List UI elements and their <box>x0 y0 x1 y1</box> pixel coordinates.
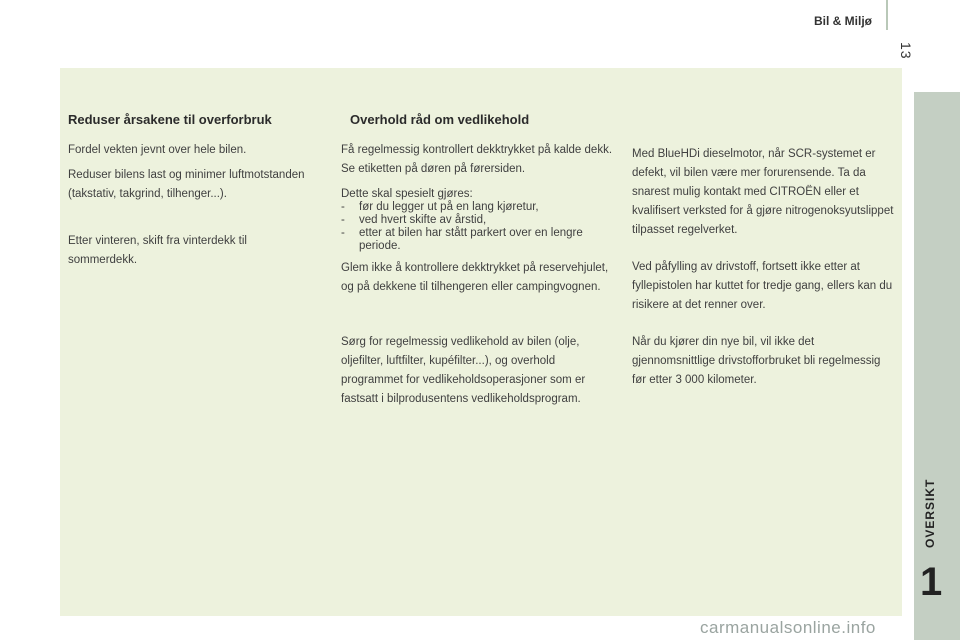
list-item: - etter at bilen har stått parkert over en lengre periode. <box>341 227 615 253</box>
heading-reduce-consumption: Reduser årsakene til overforbruk <box>68 112 272 127</box>
paragraph: Reduser bilens last og minimer luftmotstanden (takstativ, takgrind, tilhenger...). <box>68 169 305 200</box>
paragraph: Ved påfylling av drivstoff, fortsett ikke etter at fyllepistolen har kuttet for tredje gang, ellers kan du risikere at det renner over. <box>632 261 893 311</box>
check-list <box>341 201 615 253</box>
header-divider <box>886 0 888 30</box>
column-diesel-notes <box>632 145 894 396</box>
column-maintenance <box>340 112 615 415</box>
paragraph: Fordel vekten jevnt over hele bilen. <box>68 144 247 156</box>
list-item: - ved hvert skifte av årstid, <box>341 214 615 227</box>
paragraph: Glem ikke å kontrollere dekktrykket på reservehjulet, og på dekkene til tilhengeren eller campingvognen. <box>341 262 609 293</box>
paragraph: Sørg for regelmessig vedlikehold av bilen (olje, oljefilter, luftfilter, kupéfilter...), og overhold programmet for vedlikeholdsoperasjoner som er fastsatt i bilprodusentens vedlikeholdsprogram. <box>341 336 586 405</box>
paragraph: Etter vinteren, skift fra vinterdekk til sommerdekk. <box>68 235 247 266</box>
section-title: Bil & Miljø <box>814 14 872 28</box>
paragraph: Med BlueHDi dieselmotor, når SCR-systemet er defekt, vil bilen være mer forurensende. Ta da snarest mulig kontakt med CITROËN eller et kvalifisert verksted for å gjøre nitrogenoksyutslippet tilpasset regelverket. <box>632 148 894 236</box>
watermark: carmanualsonline.info <box>700 618 876 637</box>
paragraph: Få regelmessig kontrollert dekktrykket på kalde dekk. Se etiketten på døren på førersiden. <box>341 144 613 175</box>
chapter-label: OVERSIKT <box>923 478 937 548</box>
paragraph: Dette skal spesielt gjøres: <box>341 188 473 200</box>
chapter-tab <box>914 92 960 640</box>
chapter-number: 1 <box>920 560 943 604</box>
page-number: 13 <box>898 42 914 60</box>
column-reduce-consumption <box>68 112 318 276</box>
list-item: - før du legger ut på en lang kjøretur, <box>341 201 615 214</box>
heading-maintenance: Overhold råd om vedlikehold <box>350 112 530 127</box>
paragraph: Når du kjører din nye bil, vil ikke det gjennomsnittlige drivstofforbruket bli regelmessig før etter 3 000 kilometer. <box>632 336 881 386</box>
